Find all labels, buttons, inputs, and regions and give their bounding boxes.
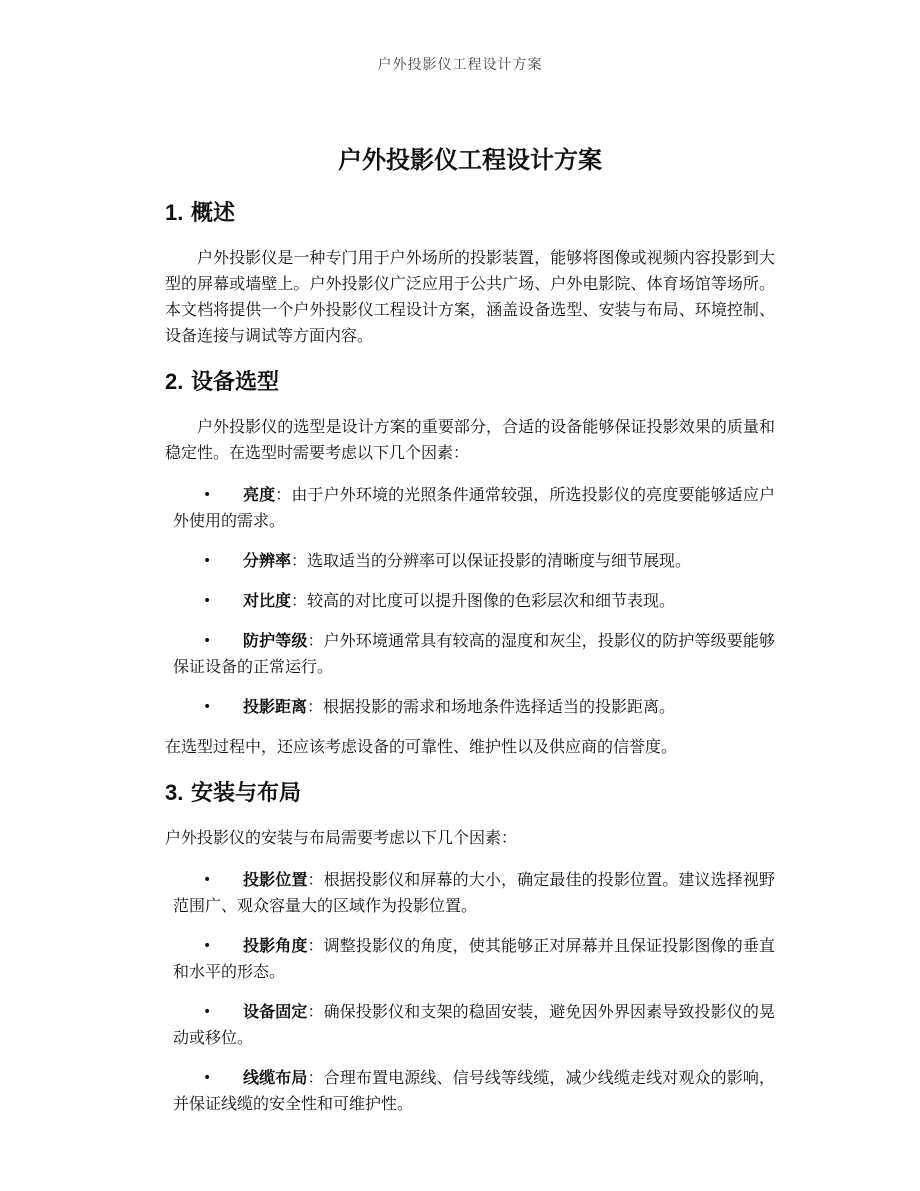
- list-item: • 分辨率：选取适当的分辨率可以保证投影的清晰度与细节展现。: [173, 548, 775, 574]
- bullet-list: [165, 482, 775, 720]
- bullet-icon: •: [203, 1070, 212, 1086]
- list-item: • 设备固定：确保投影仪和支架的稳固安装，避免因外界因素导致投影仪的晃动或移位。: [173, 999, 775, 1051]
- section-heading-equipment-selection: 2. 设备选型: [165, 369, 280, 395]
- list-item: • 对比度：较高的对比度可以提升图像的色彩层次和细节表现。: [173, 588, 775, 614]
- bullet-icon: •: [203, 699, 212, 715]
- section-paragraph: 户外投影仪是一种专门用于户外场所的投影装置，能够将图像或视频内容投影到大型的屏幕或墙壁上。户外投影仪广泛应用于公共广场、户外电影院、体育场馆等场所。本文档将提供一个户外投影仪工程设计方案，涵盖设备选型、安装与布局、环境控制、设备连接与调试等方面内容。: [165, 248, 775, 345]
- document-title: 户外投影仪工程设计方案: [338, 146, 602, 174]
- section-outro: 在选型过程中，还应该考虑设备的可靠性、维护性以及供应商的信誉度。: [165, 737, 678, 756]
- list-item: • 防护等级：户外环境通常具有较高的湿度和灰尘，投影仪的防护等级要能够保证设备的正常运行。: [173, 628, 775, 680]
- bullet-icon: •: [203, 938, 212, 954]
- list-item: • 投影距离：根据投影的需求和场地条件选择适当的投影距离。: [173, 694, 775, 720]
- list-item: • 亮度：由于户外环境的光照条件通常较强，所选投影仪的亮度要能够适应户外使用的需求。: [173, 482, 775, 534]
- bullet-icon: •: [203, 553, 212, 569]
- list-item: • 投影角度：调整投影仪的角度，使其能够正对屏幕并且保证投影图像的垂直和水平的形态。: [173, 933, 775, 985]
- list-item: • 线缆布局：合理布置电源线、信号线等线缆，减少线缆走线对观众的影响，并保证线缆的安全性和可维护性。: [173, 1065, 775, 1117]
- list-item: • 投影位置：根据投影仪和屏幕的大小，确定最佳的投影位置。建议选择视野范围广、观众容量大的区域作为投影位置。: [173, 867, 775, 919]
- section-intro: 户外投影仪的安装与布局需要考虑以下几个因素：: [165, 828, 518, 847]
- bullet-icon: •: [203, 1004, 212, 1020]
- bullet-icon: •: [203, 872, 212, 888]
- section-heading-overview: 1. 概述: [165, 200, 236, 226]
- document-body: [165, 140, 775, 1131]
- running-header: 户外投影仪工程设计方案: [377, 57, 543, 73]
- bullet-list: [165, 867, 775, 1117]
- bullet-icon: •: [203, 593, 212, 609]
- section-heading-installation-layout: 3. 安装与布局: [165, 780, 302, 806]
- bullet-icon: •: [203, 487, 212, 503]
- bullet-icon: •: [203, 633, 212, 649]
- section-intro: 户外投影仪的选型是设计方案的重要部分，合适的设备能够保证投影效果的质量和稳定性。在选型时需要考虑以下几个因素：: [165, 417, 775, 462]
